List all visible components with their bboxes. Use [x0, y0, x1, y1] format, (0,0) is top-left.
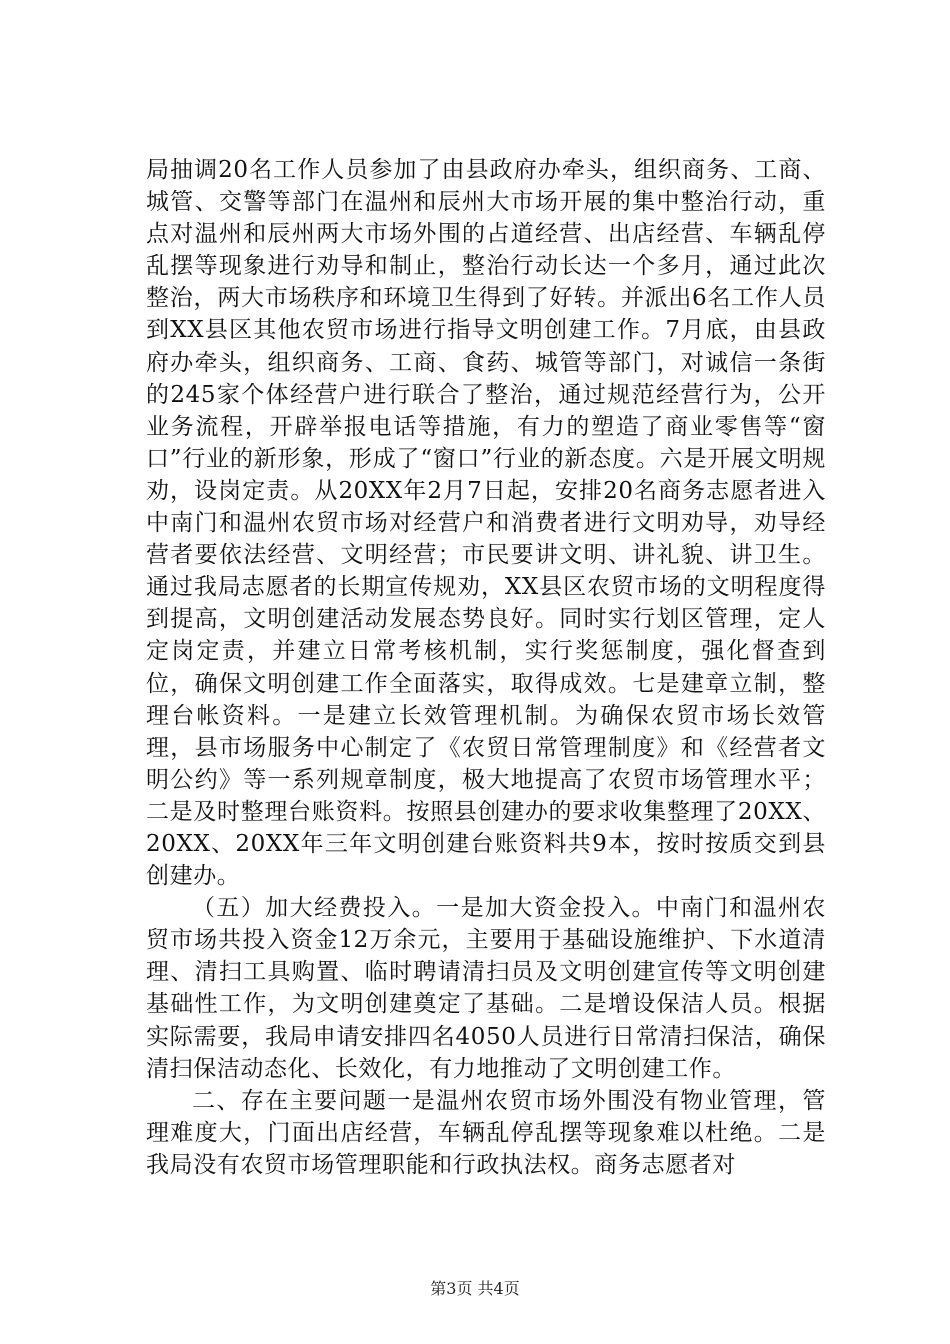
paragraph-problems: 二、存在主要问题一是温州农贸市场外围没有物业管理，管理难度大，门面出店经营，车辆乱停乱摆等现象难以杜绝。二是我局没有农贸市场管理职能和行政执法权。商务志愿者对: [146, 1087, 826, 1178]
paragraph-funding: （五）加大经费投入。一是加大资金投入。中南门和温州农贸市场共投入资金12万余元，主要用于基础设施维护、下水道清理、清扫工具购置、临时聘请清扫员及文明创建宣传等文明创建基础性工作，为文明创建奠定了基础。二是增设保洁人员。根据实际需要，我局申请安排四名4050人员进行日常清扫保洁，确保清扫保洁动态化、长效化，有力地推动了文明创建工作。: [146, 895, 826, 1082]
document-body: [146, 154, 826, 1181]
page-footer: 第3页 共4页: [430, 1279, 520, 1298]
paragraph-continuation: 局抽调20名工作人员参加了由县政府办牵头，组织商务、工商、城管、交警等部门在温州和辰州大市场开展的集中整治行动，重点对温州和辰州两大市场外围的占道经营、出店经营、车辆乱停乱摆等现象进行劝导和制止，整治行动长达一个多月，通过此次整治，两大市场秩序和环境卫生得到了好转。并派出6名工作人员到XX县区其他农贸市场进行指导文明创建工作。7月底，由县政府办牵头，组织商务、工商、食药、城管等部门，对诚信一条街的245家个体经营户进行联合了整治，通过规范经营行为，公开业务流程，开辟举报电话等措施，有力的塑造了商业零售等“窗口”行业的新形象，形成了“窗口”行业的新态度。六是开展文明规劝，设岗定责。从20XX年2月7日起，安排20名商务志愿者进入中南门和温州农贸市场对经营户和消费者进行文明劝导，劝导经营者要依法经营、文明经营；市民要讲文明、讲礼貌、讲卫生。通过我局志愿者的长期宣传规劝，XX县区农贸市场的文明程度得到提高，文明创建活动发展态势良好。同时实行划区管理，定人定岗定责，并建立日常考核机制，实行奖惩制度，强化督查到位，确保文明创建工作全面落实，取得成效。七是建章立制，整理台帐资料。一是建立长效管理机制。为确保农贸市场长效管理，县市场服务中心制定了《农贸日常管理制度》和《经营者文明公约》等一系列规章制度，极大地提高了农贸市场管理水平；二是及时整理台账资料。按照县创建办的要求收集整理了20XX、20XX、20XX年三年文明创建台账资料共9本，按时按质交到县创建办。: [146, 157, 826, 890]
